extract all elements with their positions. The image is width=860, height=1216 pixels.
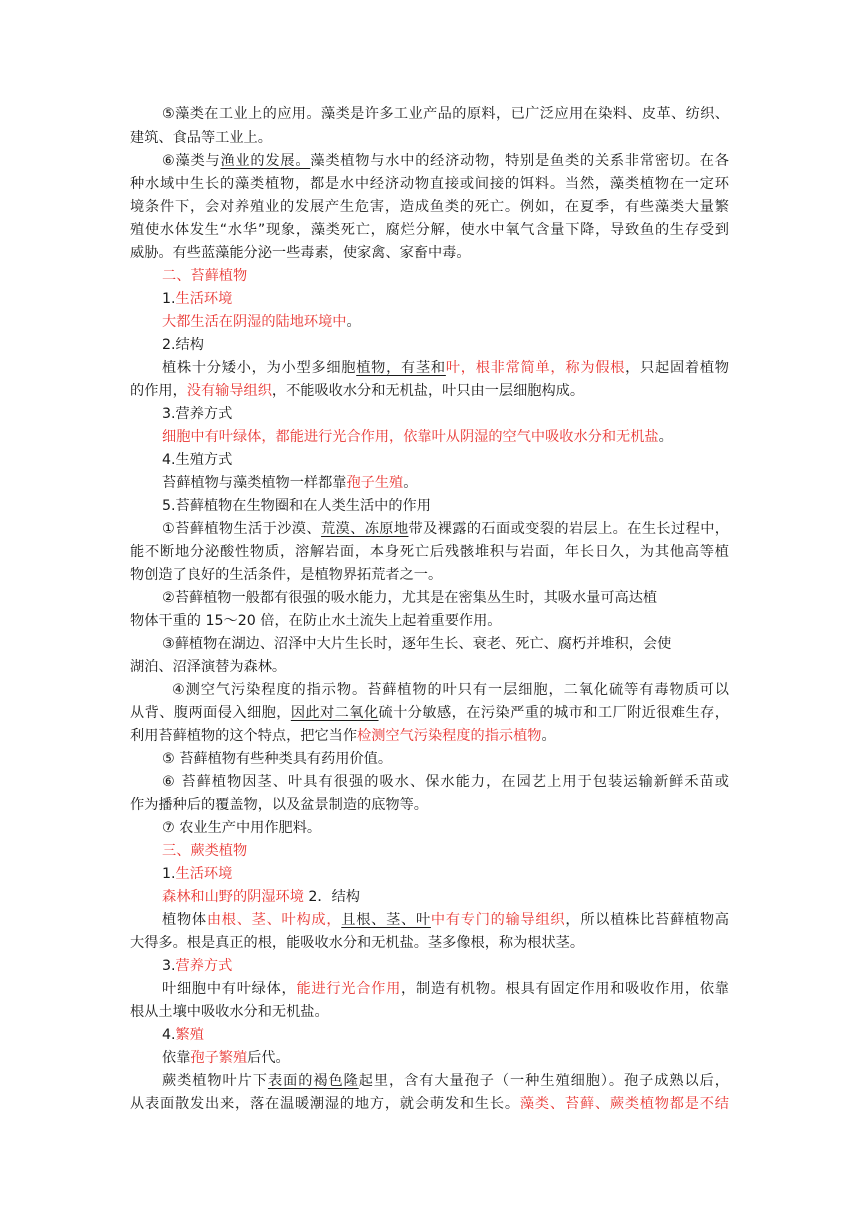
highlighted-text: 生活环境 <box>175 291 233 307</box>
highlighted-text: 藻类、苔藓、蕨类植物都是不结 <box>519 1096 729 1112</box>
text-span: 建筑、食品等工业上。 <box>130 130 272 146</box>
text-line <box>162 103 729 125</box>
text-line <box>162 886 360 908</box>
text-span: ，制造有机物。根具有固定作用和吸收作用，依靠 <box>401 981 729 997</box>
text-line <box>172 679 729 701</box>
text-line <box>130 794 428 816</box>
highlighted-text: 孢子生殖 <box>346 475 404 491</box>
text-span: 2．结构 <box>303 889 360 905</box>
text-line <box>162 1070 729 1092</box>
text-line <box>130 219 729 241</box>
underlined-text: 表面的褐色隆 <box>267 1073 359 1089</box>
text-span: 从表面散发出来，落在温暖潮湿的地方，就会萌发和生长。 <box>130 1096 520 1112</box>
text-span: ③藓植物在湖边、沼泽中大片生长时，逐年生长、衰老、死亡、腐朽并堆积，会使 <box>162 636 672 652</box>
text-line <box>162 955 232 977</box>
text-line <box>130 380 584 402</box>
text-span: ，不能吸收水分和无机盐，叶只由一层细胞构成。 <box>271 383 585 399</box>
text-span: 后代。 <box>247 1050 290 1066</box>
text-span: 的作用， <box>130 383 187 399</box>
underlined-text: 因此对二氧化 <box>290 705 379 721</box>
text-line <box>130 725 556 747</box>
highlighted-text: 中有专门的输导组织 <box>430 912 566 928</box>
text-span: 苔藓植物与藻类植物一样都靠 <box>162 475 347 491</box>
text-span: 2.结构 <box>162 337 204 353</box>
text-span: 硫十分敏感，在污染严重的城市和工厂附近很难生存， <box>378 705 729 721</box>
text-line <box>162 748 392 770</box>
text-line <box>130 196 729 218</box>
text-span: 1. <box>162 291 176 307</box>
text-span: 1. <box>162 866 176 882</box>
text-span: 种水域中生长的藻类植物，都是水中经济动物直接或间接的饵料。当然，藻类植物在一定环 <box>130 176 729 192</box>
text-span: ②苔藓植物一般都有很强的吸水能力，尤其是在密集丛生时，其吸水量可高达植 <box>162 590 658 606</box>
text-span: 物体干重的 15～20 倍，在防止水土流失上起着重要作用。 <box>130 613 502 629</box>
text-line <box>162 150 729 172</box>
text-line <box>130 1093 729 1115</box>
text-line <box>162 403 232 425</box>
text-span: 。 <box>541 728 556 744</box>
text-line <box>162 518 729 540</box>
text-line <box>130 1001 329 1023</box>
highlighted-text: 森林和山野的阴湿环境 <box>162 889 304 905</box>
text-span: 叶细胞中有叶绿体， <box>162 981 297 997</box>
highlighted-text: 没有输导组织 <box>186 383 272 399</box>
underlined-text: 植物，有茎和 <box>356 360 446 376</box>
text-line <box>162 978 729 1000</box>
underlined-text: 渔业的发展。 <box>220 153 311 169</box>
highlighted-text: 营养方式 <box>175 958 233 974</box>
text-span: 3.营养方式 <box>162 406 233 422</box>
text-line <box>162 1047 290 1069</box>
text-span: 藻类植物与水中的经济动物，特别是鱼类的关系非常密切。在各 <box>310 153 729 169</box>
text-line <box>130 242 471 264</box>
text-span: 作为播种后的覆盖物，以及盆景制造的底物等。 <box>130 797 428 813</box>
text-line <box>130 656 286 678</box>
underlined-text: 且根、茎、叶 <box>341 912 431 928</box>
text-line <box>130 610 501 632</box>
text-line <box>162 426 673 448</box>
text-line <box>130 173 729 195</box>
text-span: 植物体 <box>162 912 207 928</box>
text-line <box>162 863 232 885</box>
highlighted-text: 检测空气污染程度的指示植物 <box>357 728 542 744</box>
text-span: 带及裸露的石面或变裂的岩层上。在生长过程中， <box>408 521 729 537</box>
text-span: 利用苔藓植物的这个特点，把它当作 <box>130 728 358 744</box>
text-line <box>162 587 657 609</box>
text-span: 根从土壤中吸收水分和无机盐。 <box>130 1004 329 1020</box>
text-span: 4. <box>162 1027 176 1043</box>
underlined-text: 荒漠、冻原地 <box>320 521 409 537</box>
text-span: 从背、腹两面侵入细胞， <box>130 705 291 721</box>
text-line <box>162 840 247 862</box>
text-span: 起里，含有大量孢子（一种生殖细胞）。孢子成熟以后， <box>358 1073 729 1089</box>
text-line <box>162 1024 204 1046</box>
text-line <box>130 127 272 149</box>
highlighted-text: 繁殖 <box>175 1027 204 1043</box>
text-line <box>130 541 729 563</box>
text-line <box>162 449 232 471</box>
text-line <box>162 771 729 793</box>
text-span: ，只起固着植物 <box>625 360 729 376</box>
text-span: 蕨类植物叶片下 <box>162 1073 268 1089</box>
text-line <box>162 633 671 655</box>
text-span: ④测空气污染程度的指示物。苔藓植物的叶只有一层细胞，二氧化硫等有毒物质可以 <box>172 682 729 698</box>
text-span: 威胁。有些蓝藻能分泌一些毒素，使家禽、家畜中毒。 <box>130 245 471 261</box>
text-span: ，所以植株比苔藓植物高 <box>565 912 729 928</box>
text-line <box>162 357 729 379</box>
text-line <box>130 564 442 586</box>
text-line <box>162 909 729 931</box>
text-line <box>130 932 584 954</box>
text-span: ⑥藻类与 <box>162 153 221 169</box>
highlighted-text: 叶，根非常简单，称为假根 <box>445 360 626 376</box>
text-line <box>162 311 361 333</box>
text-span: 。 <box>658 429 673 445</box>
text-span: 殖使水体发生“水华”现象，藻类死亡，腐烂分解，使水中氧气含量下降，导致鱼的生存受到 <box>130 222 729 238</box>
text-line <box>130 702 729 724</box>
text-line <box>162 495 431 517</box>
text-span: 大得多。根是真正的根，能吸收水分和无机盐。茎多像根，称为根状茎。 <box>130 935 585 951</box>
text-line <box>162 288 232 310</box>
highlighted-text: 三、蕨类植物 <box>162 843 248 859</box>
text-span: 境条件下，会对养殖业的发展产生危害，造成鱼类的死亡。例如，在夏季，有些藻类大量繁 <box>130 199 729 215</box>
text-span: ⑤藻类在工业上的应用。藻类是许多工业产品的原料，已广泛应用在染料、皮革、纺织、 <box>162 106 729 122</box>
highlighted-text: 能进行光合作用 <box>296 981 402 997</box>
text-span: 。 <box>346 314 361 330</box>
text-span: ⑥ 苔藓植物因茎、叶具有很强的吸水、保水能力，在园艺上用于包装运输新鲜禾苗或 <box>162 774 729 790</box>
highlighted-text: 大都生活在阴湿的陆地环境中 <box>162 314 347 330</box>
text-span: 4.生殖方式 <box>162 452 233 468</box>
text-span: ⑦ 农业生产中用作肥料。 <box>162 820 322 836</box>
text-line <box>162 334 204 356</box>
text-line <box>162 472 417 494</box>
text-span: 。 <box>403 475 418 491</box>
highlighted-text: 由根、茎、叶构成， <box>206 912 342 928</box>
text-span: ⑤ 苔藓植物有些种类具有药用价值。 <box>162 751 393 767</box>
text-span: 依靠 <box>162 1050 191 1066</box>
highlighted-text: 二、苔藓植物 <box>162 268 248 284</box>
text-line <box>162 265 247 287</box>
highlighted-text: 细胞中有叶绿体，都能进行光合作用，依靠叶从阴湿的空气中吸收水分和无机盐 <box>162 429 659 445</box>
highlighted-text: 孢子繁殖 <box>190 1050 248 1066</box>
highlighted-text: 生活环境 <box>175 866 233 882</box>
text-line <box>162 817 321 839</box>
text-span: 能不断地分泌酸性物质，溶解岩面，本身死亡后残骸堆积与岩面，年长日久，为其他高等植 <box>130 544 729 560</box>
text-span: 3. <box>162 958 176 974</box>
text-span: 植株十分矮小，为小型多细胞 <box>162 360 357 376</box>
text-span: 物创造了良好的生活条件，是植物界拓荒者之一。 <box>130 567 443 583</box>
text-span: 湖泊、沼泽演替为森林。 <box>130 659 287 675</box>
text-span: ①苔藓植物生活于沙漠、 <box>162 521 321 537</box>
text-span: 5.苔藓植物在生物圈和在人类生活中的作用 <box>162 498 431 514</box>
